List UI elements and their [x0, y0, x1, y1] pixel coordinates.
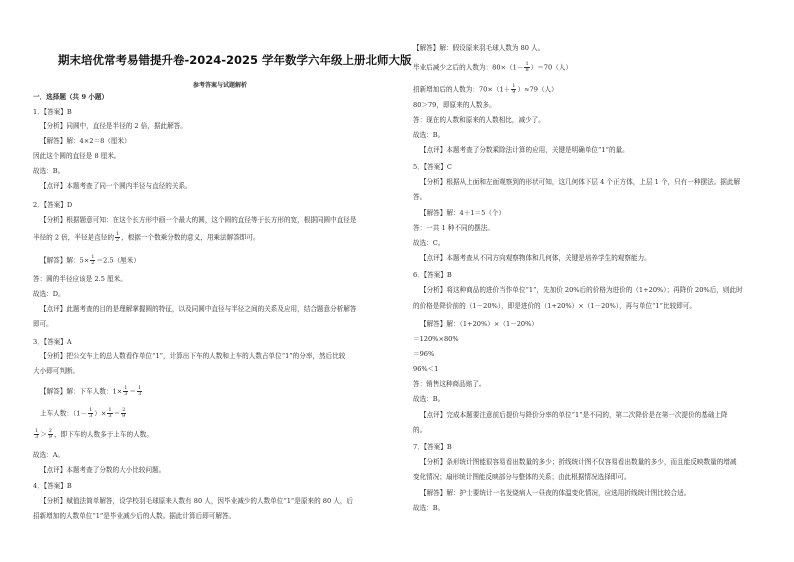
- q4-new: 招新增加后的人数为：70×（1＋ $\frac{1}{9}$ ）≈79（人）: [413, 83, 558, 95]
- q5-analysis-line1: 【分析】根据从上面和左面观察到的形状可知，这几何体下层 4 个正方体，上层 1 个，只有一种摆法。据此解: [420, 178, 741, 186]
- q1-comment: 【点评】本题考查了同一个圆内半径与直径的关系。: [40, 182, 192, 190]
- fraction-one-half: $\frac{1}{2}$: [91, 254, 95, 266]
- q2-analysis-line2: 半径的 2 倍，半径是直径的 $\frac{1}{2}$ ，根据一个数乘分数的意义，用乘法解答即可。: [33, 231, 260, 243]
- q2-choice: 故选：D。: [33, 290, 65, 298]
- q5-analysis-line2: 答。: [413, 193, 427, 201]
- q5-answer: 5．【答案】C: [413, 163, 452, 171]
- q6-comment-line1: 【点评】完成本题要注意前后提价与降价分率的单位“1”是不同的，第二次降价是在第一次提价的基础上降: [420, 411, 728, 419]
- q6-step1: ＝120%×80%: [413, 335, 459, 343]
- page-subtitle: 参考答案与试题解析: [192, 82, 247, 89]
- q6-answer: 6．【答案】B: [413, 271, 452, 279]
- fraction-one-third: $\frac{1}{3}$: [108, 407, 112, 419]
- q6-comment-line2: 的。: [413, 426, 427, 434]
- q4-answer: 4．【答案】B: [33, 482, 72, 490]
- q3-comment: 【点评】本题考查了分数的大小比较问题。: [40, 466, 166, 474]
- q6-choice: 故选：B。: [413, 395, 445, 403]
- q3-answer: 3．【答案】A: [33, 338, 72, 346]
- fraction-two-ninths: $\frac{2}{9}$: [122, 407, 126, 419]
- section-heading: 一．选择题（共 9 小题）: [33, 93, 109, 101]
- q6-solve: 【解答】解：（1+20%）×（1－20%）: [420, 320, 538, 328]
- q4-after: 毕业后减少之后的人数为：80×（1－ $\frac{1}{8}$ ）＝70（人）: [413, 61, 572, 73]
- q7-analysis-line2: 变化情况；扇形统计图能反映部分与整体的关系；由此根据情况选择即可。: [413, 473, 631, 481]
- q4-choice: 故选：B。: [413, 131, 445, 139]
- q2-comment-line1: 【点评】此题考查的目的是理解掌握圆的特征，以及同圆中直径与半径之间的关系及应用，结合题意分析解答: [40, 305, 357, 313]
- q6-step2: ＝96%: [413, 350, 435, 358]
- q1-analysis: 【分析】同圆中，直径是半径的 2 倍，据此解答。: [40, 122, 187, 130]
- q6-answer-text: 答：销售这种商品赔了。: [413, 380, 486, 388]
- q2-analysis-line1: 【分析】根据题意可知：在这个长方形中画一个最大的圆，这个圆的直径等于长方形的宽，根据同圆中直径是: [40, 216, 357, 224]
- fraction-one-third: $\frac{1}{3}$: [89, 407, 93, 419]
- q3-board: 上车人数：（1－ $\frac{1}{3}$ ）× $\frac{1}{3}$ ＝ $\frac{2}{9}$: [40, 407, 126, 419]
- q6-analysis-line2: 的价格是降价前的（1－20%），即是进价的（1+20%）×（1－20%），再与单位“1”比较即可。: [413, 302, 696, 310]
- q1-choice: 故选：B。: [33, 167, 65, 175]
- q5-comment: 【点评】本题考查从不同方向观察物体和几何体，关键是培养学生的观察能力。: [420, 254, 651, 262]
- q6-analysis-line1: 【分析】将这种商品的进价当作单位“1”，先加价 20%后的价格为进价的（1+20%）；再降价 20%后，则此时: [420, 286, 743, 294]
- fraction-one-third: $\frac{1}{3}$: [35, 428, 39, 440]
- q2-answer-text: 答：圆的半径应该是 2.5 厘米。: [33, 275, 127, 283]
- fraction-two-ninths: $\frac{2}{9}$: [48, 428, 52, 440]
- q2-comment-line2: 即可。: [33, 320, 53, 328]
- q4-comment: 【点评】本题考查了分数乘除法计算的应用，关键是明确单位“1”的量。: [420, 146, 629, 154]
- q1-answer: 1．【答案】B: [33, 108, 72, 116]
- q7-answer: 7．【答案】B: [413, 443, 452, 451]
- q7-choice: 故选：B。: [413, 504, 445, 512]
- q2-solve: 【解答】解：5× $\frac{1}{2}$ ＝2.5（厘米）: [40, 254, 140, 266]
- q4-analysis-line2: 招新增加的人数单位“1”是毕业减少后的人数。据此计算后即可解答。: [33, 512, 236, 520]
- q7-solve: 【解答】解：护士要统计一名发烧病人一昼夜的体温变化情况，应选用折线统计图比较合适。: [420, 489, 691, 497]
- fraction-one-ninth: $\frac{1}{9}$: [512, 83, 516, 95]
- q3-solve: 【解答】解：下车人数：1× $\frac{1}{3}$ ＝ $\frac{1}{3}$: [40, 385, 142, 397]
- q5-solve: 【解答】解：4＋1＝5（个）: [420, 209, 506, 217]
- q7-analysis-line1: 【分析】条形统计图能很容易看出数量的多少；折线统计图不仅容易看出数量的多少，而且能反映数量的增减: [420, 458, 737, 466]
- page-title: 期末培优常考易错提升卷-2024-2025 学年数学六年级上册北师大版: [58, 53, 412, 67]
- q5-choice: 故选：C。: [413, 239, 445, 247]
- q2-answer: 2．【答案】D: [33, 201, 73, 209]
- q6-step3: 96%＜1: [413, 365, 439, 373]
- q4-analysis-line1: 【分析】赋值法简单解答，设学校羽毛球原来人数有 80 人，因毕业减少的人数单位“1”是原来的 80 人，后: [40, 497, 354, 505]
- q3-analysis-line1: 【分析】把公交车上的总人数看作单位“1”，计算出下车的人数和上车的人数占单位“1”的分率，然后比较: [40, 352, 346, 360]
- q4-solve: 【解答】解：假设原来羽毛球人数为 80 人。: [413, 44, 545, 52]
- q3-compare: $\frac{1}{3}$ ＞ $\frac{2}{9}$ ，即下车的人数多于上车的人数。: [35, 428, 153, 440]
- q4-answer-text: 答：现在的人数和原来的人数相比，减少了。: [413, 116, 545, 124]
- q3-choice: 故选：A。: [33, 451, 65, 459]
- q3-analysis-line2: 大小即可判断。: [33, 367, 80, 375]
- q5-answer-text: 答：一共 1 种不同的摆法。: [413, 224, 494, 232]
- fraction-one-third: $\frac{1}{3}$: [124, 385, 128, 397]
- q1-solve: 【解答】解：4×2＝8（厘米）: [40, 137, 131, 145]
- q1-result: 因此这个圆的直径是 8 厘米。: [33, 152, 121, 160]
- q4-compare: 80＞79，即原来的人数多。: [413, 101, 496, 109]
- fraction-one-half: $\frac{1}{2}$: [115, 231, 120, 243]
- fraction-one-eighth: $\frac{1}{8}$: [525, 61, 529, 73]
- fraction-one-third: $\frac{1}{3}$: [138, 385, 142, 397]
